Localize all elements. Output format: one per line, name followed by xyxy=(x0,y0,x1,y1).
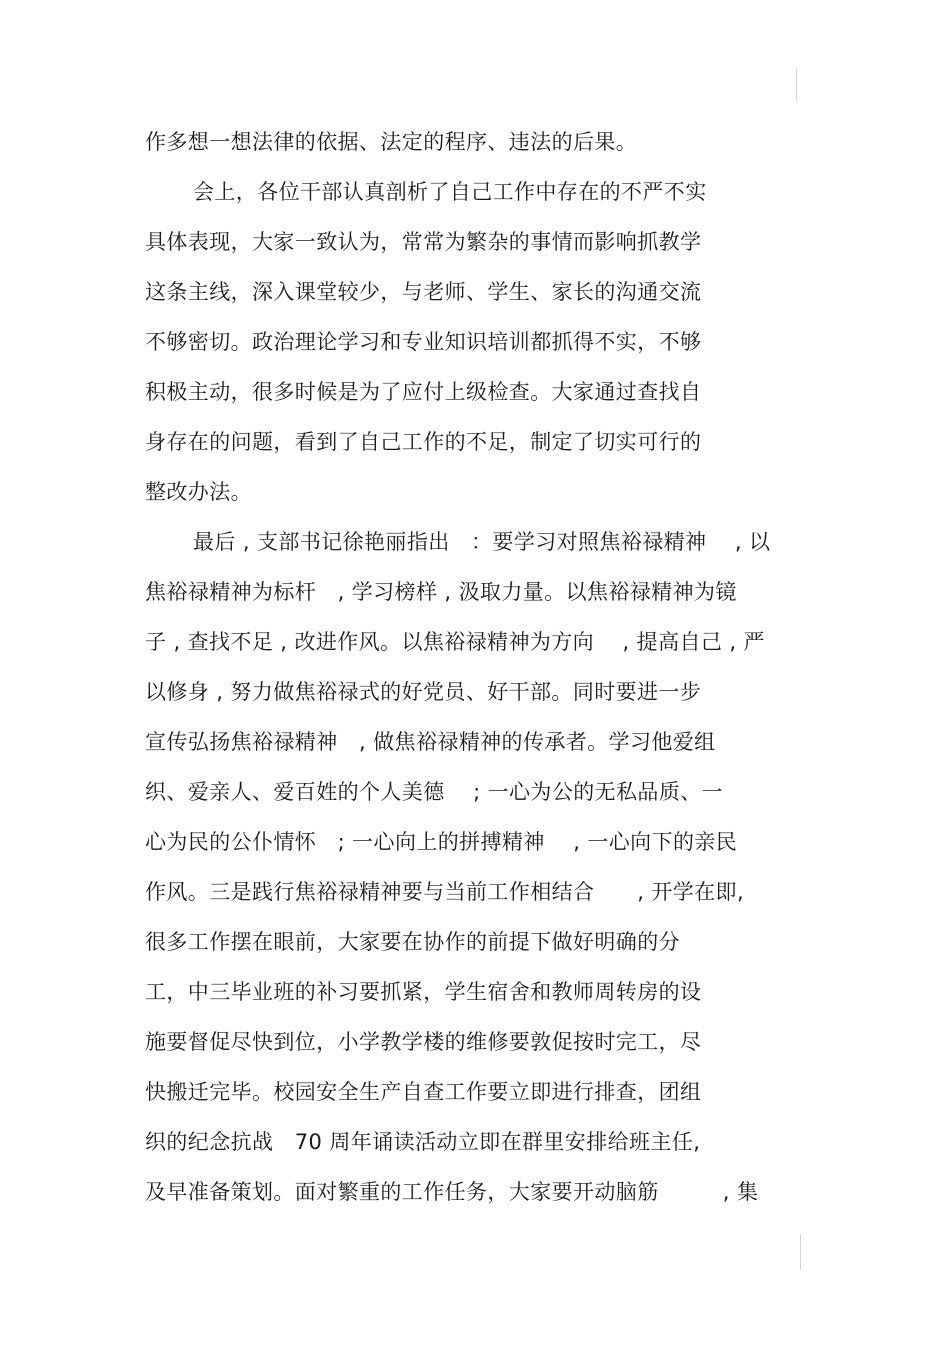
text-line: 焦裕禄精神为标杆 , 学习榜样 , 汲取力量。以焦裕禄精神为镜 xyxy=(145,580,737,604)
text-line: 不够密切。政治理论学习和专业知识培训都抓得不实，不够 xyxy=(145,330,702,354)
text-line: 很多工作摆在眼前，大家要在协作的前提下做好明确的分 xyxy=(145,930,680,954)
page-edge-mark-bottom xyxy=(800,1234,801,1270)
text-line: 施要督促尽快到位，小学教学楼的维修要敦促按时完工，尽 xyxy=(145,1030,702,1054)
text-line: 这条主线，深入课堂较少，与老师、学生、家长的沟通交流 xyxy=(145,280,702,304)
text-line: 宣传弘扬焦裕禄精神 , 做焦裕禄精神的传承者。学习他爱组 xyxy=(145,730,716,754)
text-line: 身存在的问题，看到了自己工作的不足，制定了切实可行的 xyxy=(145,430,702,454)
paragraph-start: 会上，各位干部认真剖析了自己工作中存在的不严不实 xyxy=(193,180,707,204)
paragraph-start: 最后 , 支部书记徐艳丽指出 ：要学习对照焦裕禄精神 , 以 xyxy=(193,530,771,554)
text-line: 及早准备策划。面对繁重的工作任务，大家要开动脑筋 , 集 xyxy=(145,1180,759,1204)
text-line: 积极主动，很多时候是为了应付上级检查。大家通过查找自 xyxy=(145,380,702,404)
text-line: 具体表现，大家一致认为，常常为繁杂的事情而影响抓教学 xyxy=(145,230,702,254)
page-edge-mark-top xyxy=(796,68,797,101)
text-line: 以修身 , 努力做焦裕禄式的好党员、好干部。同时要进一步 xyxy=(145,680,702,704)
text-line: 心为民的公仆情怀 ; 一心向上的拼搏精神 , 一心向下的亲民 xyxy=(145,830,738,854)
text-line: 子 , 查找不足 , 改进作风。以焦裕禄精神为方向 , 提高自己 , 严 xyxy=(145,630,765,654)
text-line: 整改办法。 xyxy=(145,480,252,504)
text-line: 织、爱亲人、爱百姓的个人美德 ; 一心为公的无私品质、一 xyxy=(145,780,724,804)
text-line: 作多想一想法律的依据、法定的程序、违法的后果。 xyxy=(145,130,638,154)
text-line: 作风。三是践行焦裕禄精神要与当前工作相结合 , 开学在即, xyxy=(145,880,745,904)
text-line: 织的纪念抗战 70 周年诵读活动立即在群里安排给班主任, xyxy=(145,1130,701,1154)
text-line: 工，中三毕业班的补习要抓紧，学生宿舍和教师周转房的设 xyxy=(145,980,702,1004)
text-line: 快搬迁完毕。校园安全生产自查工作要立即进行排查，团组 xyxy=(145,1080,702,1104)
